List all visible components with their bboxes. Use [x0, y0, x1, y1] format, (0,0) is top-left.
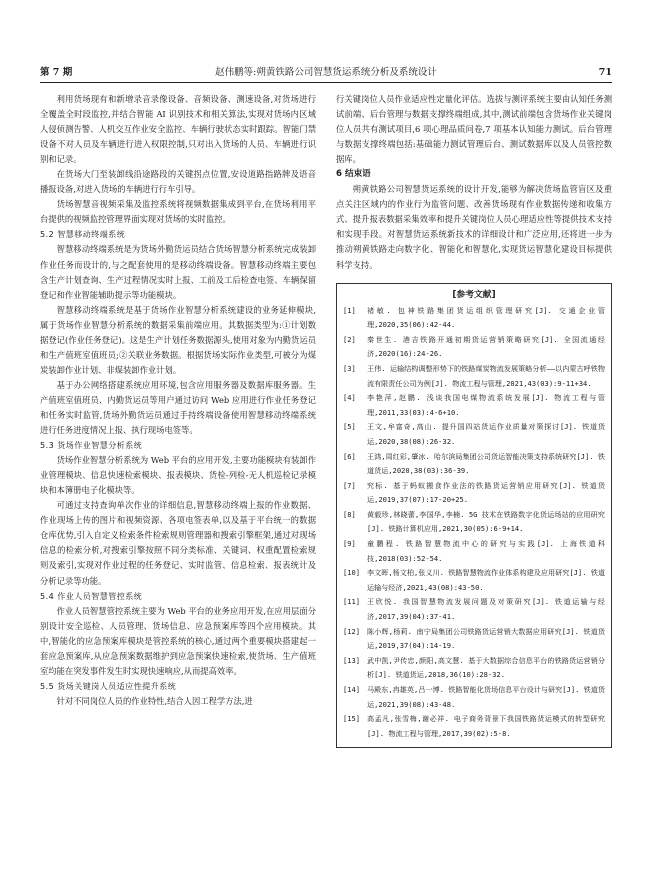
section-heading-5-4: 5.4 作业人员智慧管控系统 [40, 591, 143, 601]
page-number: 71 [598, 67, 612, 78]
reference-number: [2] [343, 334, 356, 344]
reference-number: [5] [343, 422, 356, 432]
reference-text: 黄毅珍,林晓蕾,李国华,李楠. 5G 技术在铁路数字化货运场站的应用研究[J]. 铁路计算机应用,2021,30(05):6-9+14. [367, 509, 605, 534]
paragraph: 作业人员智慧管控系统主要为 Web 平台的业务应用开发,在应用层面分别设计安全巡检、人员管理、货场信息、应急预案库等四个应用模块。其中,智能化的应急预案库模块是管控系统的核心,通过两个重要模块搭建起一套应急预案库,从应急预案数据维护到应急预案快速检索,使货场、生产值班室均能在突发事件发生时实现快速响应,从而提高效率。 [40, 605, 316, 676]
reference-item [343, 479, 605, 508]
reference-item [343, 362, 605, 391]
paragraph: 智慧移动终端系统是基于货场作业智慧分析系统建设的业务延伸模块,属于货场作业智慧分析系统的数据采集前端应用。其数据类型为:①计划数据登记(作业任务登记)。这是生产计划任务数据源头,使用对象为内勤货运员和生产值班室值班员;②关联业务数据。根据货场实际作业类型,可被分为煤炭装卸作业计划、非煤装卸作业计划。 [40, 304, 316, 375]
reference-text: 究标. 基于蚂蚁搬食作业法的铁路货运营销应用研究[J]. 铁道货运,2019,37(07):17-20+25. [367, 480, 605, 505]
reference-number: [12] [343, 626, 361, 636]
reference-number: [3] [343, 363, 356, 373]
reference-list [343, 304, 605, 742]
right-column [336, 92, 612, 748]
reference-number: [15] [343, 714, 361, 724]
paragraph: 行关键岗位人员作业适应性定量化评估。选拔与测评系统主要由认知任务测试前端、后台管理与数据支撑终端组成,其中,测试前端包含货场作业关键岗位人员共有测试项目,6 项心理品质问卷,7 项基本认知能力测试。后台管理与数据支撑终端包括:基础能力测试管理后台、测试数据库以及人员管控数据库。 [336, 94, 612, 165]
paragraph: 基于办公网络搭建系统应用环境,包含应用服务器及数据库服务器。生产值班室值班员、内勤货运员等用户通过访问 Web 应用进行作业任务登记和任务实时监管,货场外勤货运员通过手持终端设备使用智慧移动终端系统进行任务进度情况上报、执行现场电签等。 [40, 379, 316, 436]
reference-item [343, 654, 605, 683]
reference-text: 李艳萍,赵鹏. 浅谈我国电煤物流系统发展[J]. 物流工程与管理,2011,33(03):4-6+10. [367, 393, 605, 417]
reference-item [343, 333, 605, 362]
reference-number: [14] [343, 685, 361, 694]
paragraph: 利用货场现有和新增录音录像设备、音频设备、测速设备,对货场进行全覆盖全时段监控,并结合智能 AI 识别技术和相关算法,实现对货场内区域人侵侦测告警、人机交互作业安全监控、车辆行驶状态实时跟踪。智能门禁设备不对人员及车辆进行进入权限控制,只对出入货场的人员、车辆进行识别和记录。 [40, 94, 316, 165]
issue-number: 第 7 期 [40, 67, 73, 78]
references-box [336, 283, 612, 749]
references-title: [参考文献] [452, 289, 496, 300]
reference-text: 王文,牟富奇,高山. 提升国四站货运作业质量对策探讨[J]. 铁道货运,2020,38(08):26-32. [367, 422, 605, 446]
header-divider [40, 82, 612, 83]
paragraph: 智慧移动终端系统是为货场外勤货运员结合货场智慧分析系统完成装卸作业任务而设计的,与之配套使用的是移动终端设备。智慧移动终端主要包含生产计划查询、生产过程情况实时上报、工前及工后检查电签、车辆保留登记和作业智能辅助提示等功能模块。 [40, 244, 316, 300]
reference-item [343, 595, 605, 624]
reference-text: 高孟凡,张雪梅,谢必祥. 电子商务背景下我国铁路货运模式的转型研究[J]. 物流工程与管理,2017,39(02):5-8. [367, 714, 605, 738]
reference-text: 王鸿,周红彩,肇冰. 哈尔滨局集团公司货运智能决策支持系统研究[J]. 铁道货运,2020,38(03):36-39. [367, 451, 605, 476]
running-title: 赵伟鹏等:朔黄铁路公司智慧货运系统分析及系统设计 [215, 67, 437, 78]
running-header [40, 66, 612, 80]
reference-number: [7] [343, 480, 356, 490]
paragraph: 在货场大门至装卸线沿途路段的关键拐点位置,安设道路指路牌及语音播报设备,对进入货场的车辆进行行车引导。 [40, 169, 316, 195]
reference-number: [4] [343, 393, 356, 403]
reference-item [343, 508, 605, 537]
reference-text: 李文晖,杨文柏,张义川. 铁路智慧物流作业体系构建及应用研究[J]. 铁道运输与经济,2021,43(08):43-50. [367, 568, 605, 592]
reference-text: 褚敏. 包神铁路集团货运组织管理研究[J]. 交通企业管理,2020,35(06):42-44. [367, 305, 605, 330]
reference-item [343, 391, 605, 420]
reference-text: 童鹏程. 铁路智慧物流中心的研究与实践[J]. 上海铁道科技,2018(03):52-54. [367, 539, 605, 563]
reference-number: [11] [343, 597, 361, 607]
reference-text: 王伟. 运输结构调整形势下的铁路煤炭物流发展策略分析——以内蒙古呼铁物流有限责任公司为例[J]. 物流工程与管理,2021,43(03):9-11+34. [367, 363, 605, 388]
reference-number: [10] [343, 568, 361, 578]
section-heading-5-3: 5.3 货场作业智慧分析系统 [40, 441, 143, 451]
reference-item [343, 566, 605, 595]
reference-item [343, 625, 605, 654]
section-heading-6: 6 结束语 [336, 169, 371, 180]
reference-text: 王欣悦. 我国智慧物流发展问题及对策研究[J]. 铁道运输与经济,2017,39(04):37-41. [367, 597, 605, 622]
section-heading-5-2: 5.2 智慧移动终端系统 [40, 230, 126, 240]
paragraph: 针对不同岗位人员的作业特性,结合人因工程学方法,进 [56, 695, 253, 706]
reference-item [343, 304, 605, 333]
reference-number: [13] [343, 655, 361, 665]
reference-number: [6] [343, 451, 356, 461]
reference-number: [1] [343, 305, 356, 315]
reference-text: 马殿东,冉雄英,吕一博. 铁路智能化货场信息平台设计与研究[J]. 铁道货运,2021,39(08):43-48. [367, 685, 605, 709]
paragraph: 朔黄铁路公司智慧货运系统的设计开发,能够为解决货场监管盲区及重点关注区域内的作业行为监管问题、改善货场现有作业数据传递和收集方式、提升报表数据采集效率和提升关键岗位人员心理适应性等提供技术支持和实现手段。对智慧货运系统新技术的详细设计和广泛应用,还将进一步为推动朔黄铁路走向数字化、智能化和智慧化,实现货运智慧化建设目标提供科学支持。 [336, 184, 612, 270]
paragraph: 货场作业智慧分析系统为 Web 平台的应用开发,主要功能模块有装卸作业管理模块、信息快速检索模块、报表模块、货检-列检-无人机巡检记录模块和本簿册电子化模块等。 [40, 455, 316, 496]
reference-number: [8] [343, 509, 356, 519]
reference-number: [9] [343, 539, 356, 549]
reference-item [343, 450, 605, 479]
paragraph: 货场智慧音视频采集及监控系统将视频数据集成到平台,在货场利用平台提供的视频监控管理界面实现对货场的实时监控。 [40, 199, 316, 225]
reference-item [343, 420, 605, 449]
reference-item [343, 712, 605, 741]
reference-text: 陈小辉,杨莉. 南宁局集团公司铁路货运营销大数据应用研究[J]. 铁道货运,2019,37(04):14-19. [367, 626, 605, 651]
paragraph: 可通过支持查询单次作业的详细信息,智慧移动终端上报的作业数据、作业现场上传的图片和视频资源、各项电签表单,以及基于平台统一的数据仓库优势,引入自定义检索条件检索规则管理器和搜索引擎框架,通过对现场信息的检索分析,对搜索引擎按照不同分类标准、关键词、权重配置检索规则及索引,实现对作业过程的任务登记、实时监管、信息检索、报表统计及分析记录等功能。 [40, 500, 316, 586]
reference-text: 武中凯,尹传忠,颜阳,高文慧. 基于大数据综合信息平台的铁路货运营销分析[J]. 铁道货运,2018,36(10):28-32. [367, 655, 605, 680]
reference-item [343, 537, 605, 566]
section-heading-5-5: 5.5 货场关键岗人员适应性提升系统 [40, 681, 177, 691]
reference-text: 秦世生. 港吉铁路开通初期货运营销策略研究[J]. 全国流通经济,2020(16):24-26. [367, 334, 605, 359]
left-column [40, 92, 316, 709]
reference-item [343, 683, 605, 712]
